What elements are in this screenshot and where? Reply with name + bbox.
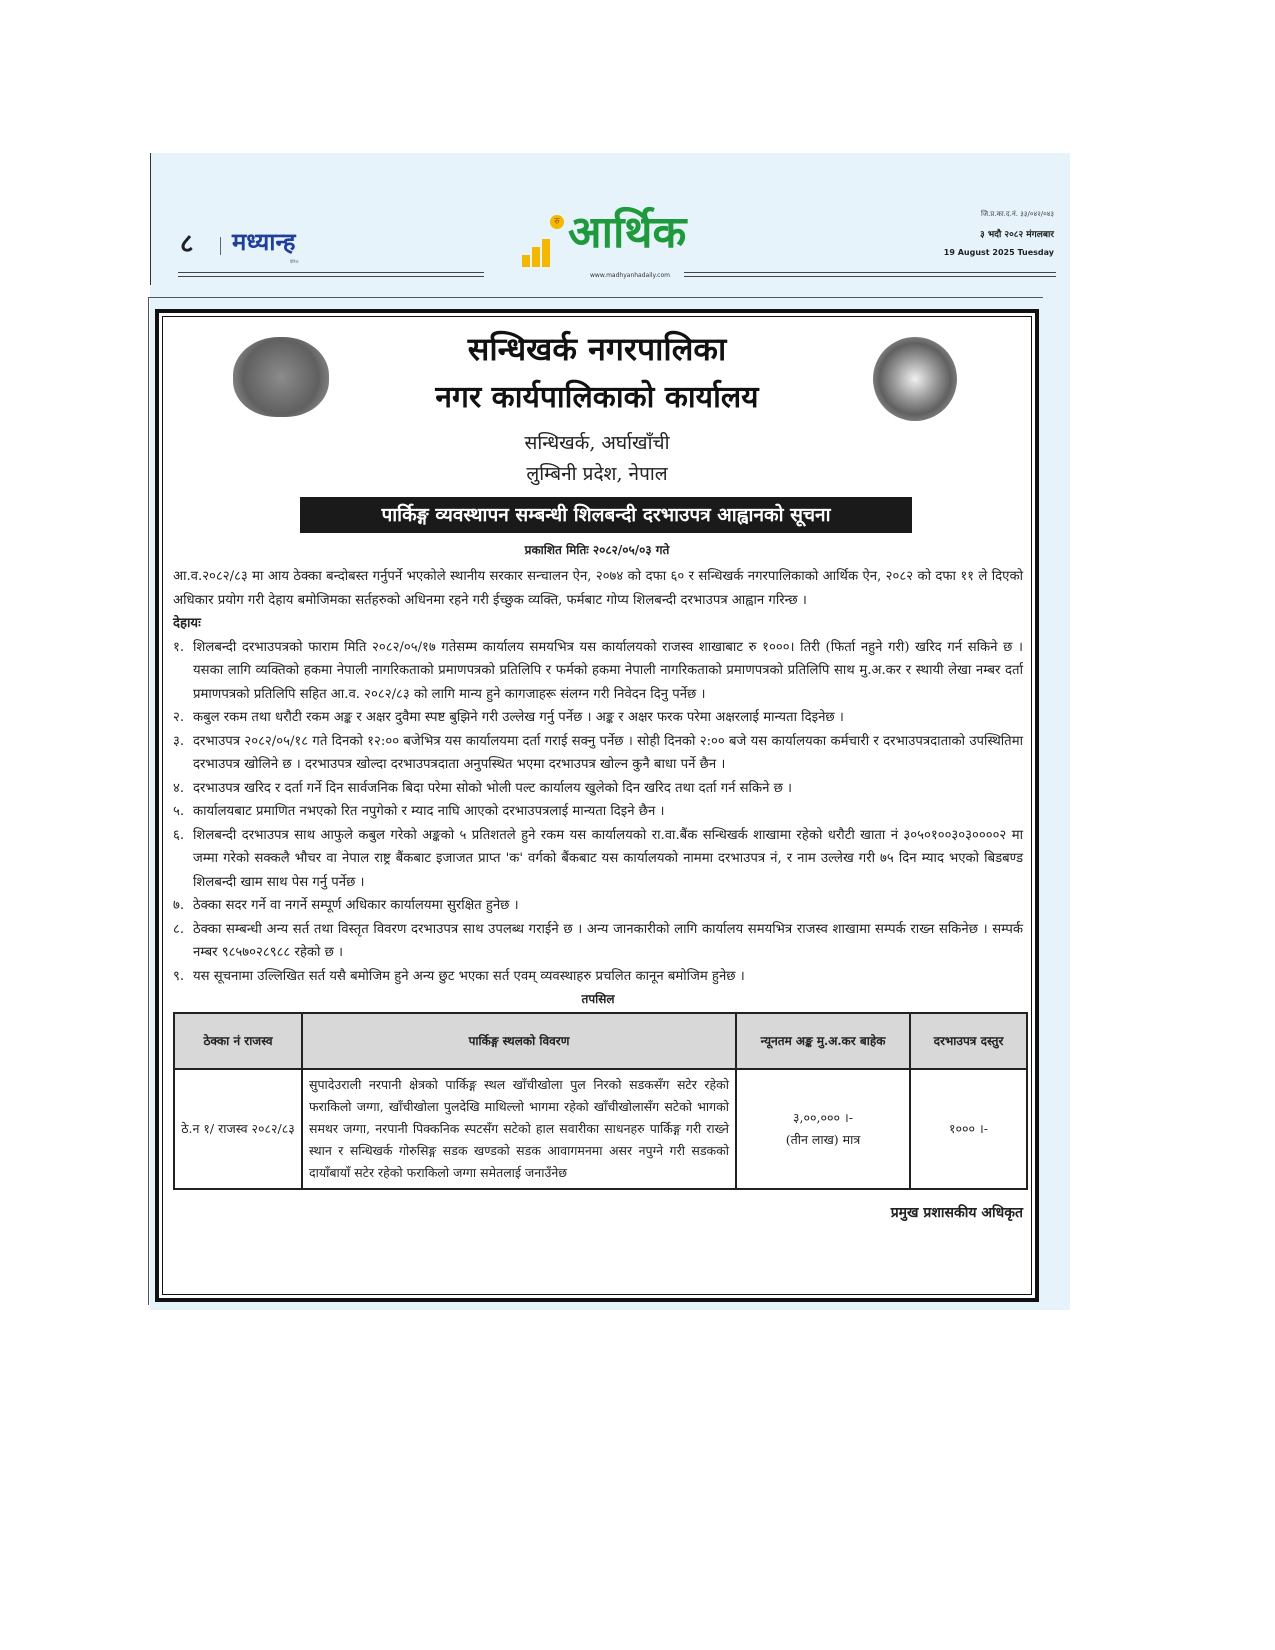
clause-item: [173, 894, 1023, 918]
newspaper-brand: मध्यान्ह: [232, 227, 296, 256]
table-row: [174, 1069, 1027, 1189]
office-name: नगर कार्यपालिकाको कार्यालय: [435, 380, 759, 415]
clause-text: दरभाउपत्र खरिद र दर्ता गर्ने दिन सार्वजनिक बिदा परेमा सोको भोली पल्ट कार्यालय खुलेको दिन खरिद तथा दर्ता गर्न सकिने छ ।: [193, 780, 793, 796]
clause-number: ४.: [173, 780, 185, 796]
clause-number: ९.: [173, 968, 185, 984]
clause-text: ठेक्का सदर गर्ने वा नगर्ने सम्पूर्ण अधिकार कार्यालयमा सुरक्षित हुनेछ ।: [193, 898, 519, 913]
office-location: सन्धिखर्क, अर्घाखाँची: [524, 432, 670, 454]
clause-item: [173, 636, 1023, 707]
cell-contract: ठे.न १/ राजस्व २०८२/८३: [174, 1069, 302, 1189]
clause-text: शिलबन्दी दरभाउपत्रको फाराम मिति २०८२/०५/१७ गतेसम्म कार्यालय समयभित्र यस कार्यालयको राजस्व शाखाबाट रु १०००। तिरी (फिर्ता नहुने गरी) खरिद गर्न सकिने छ । यसका लागि व्यक्तिको हकमा नेपाली नागरिकताको प्रमाणपत्रको प्रतिलिपि र फर्मको हकमा नेपाली नागरिकताको प्रमाणपत्रको प्रतिलिपि साथ मु.अ.कर र स्थायी लेखा नम्बर दर्ता प्रमाणपत्रको प्रतिलिपि सहित आ.व. २०८२/८३ को लागि मान्य हुने कागजाहरू संलग्न गरी निवेदन दिनु पर्नेछ ।: [193, 639, 1023, 702]
notice-body: [173, 565, 1023, 1008]
masthead: [150, 153, 1070, 288]
cell-description: सुपादेउराली नरपानी क्षेत्रको पार्किङ्ग स्थल खाँचीखोला पुल निरको सडकसँग सटेर रहेको फराकिलो जग्गा, खाँचीखोला पुलदेखि माथिल्लो भागमा रहेको खाँचीखोलासँग सटेको भागको समथर जग्गा, नरपानी पिक्कनिक स्पटसँग सटेको हाल सवारीका साधनहरु पार्किङ्ग गरी राख्ने स्थान र सन्धिखर्क गोरुसिङ्ग सडक खण्डको सडक आवागमनमा असर नपुग्ने गरी सडकको दायाँबायाँ सटेर रहेको फराकिलो जग्गा समेतलाई जनाउँनेछ: [302, 1069, 736, 1189]
notice-inner-border: [162, 316, 1032, 1295]
table-header-row: [174, 1013, 1027, 1069]
page-number: ८: [180, 229, 194, 259]
col-header-fee: दरभाउपत्र दस्तुर: [910, 1013, 1027, 1069]
clause-text: कबुल रकम तथा धरौटी रकम अङ्क र अक्षर दुवैमा स्पष्ट बुझिने गरी उल्लेख गर्नु पर्नेछ । अङ्क र अक्षर फरक परेमा अक्षरलाई मान्यता दिइनेछ ।: [193, 710, 844, 725]
newspaper-brand-sub: दैनिक: [290, 259, 299, 264]
clause-text: ठेक्का सम्बन्धी अन्य सर्त तथा विस्तृत विवरण दरभाउपत्र साथ उपलब्ध गराईने छ । अन्य जानकारीको लागि कार्यालय समयभित्र राजस्व शाखामा सम्पर्क राख्न सकिनेछ । सम्पर्क नम्बर ९८५७०२८९८८ रहेको छ ।: [193, 921, 1023, 960]
clause-item: [173, 800, 1023, 824]
clause-text: कार्यालयबाट प्रमाणित नभएको रित नपुगेको र म्याद नाघि आएको दरभाउपत्रलाई मान्यता दिइने छैन ।: [193, 804, 665, 819]
min-amount-words: (तीन लाख) मात्र: [785, 1132, 861, 1147]
clause-item: [173, 706, 1023, 730]
notice-heading: पार्किङ्ग व्यवस्थापन सम्बन्धी शिलबन्दी दरभाउपत्र आह्वानको सूचना: [300, 497, 912, 533]
masthead-separator: [220, 237, 221, 255]
office-province: लुम्बिनी प्रदेश, नेपाल: [526, 463, 668, 485]
schedule-table: [173, 1012, 1028, 1190]
clause-number: ७.: [173, 898, 185, 913]
clause-number: ८.: [173, 921, 185, 937]
clause-number: १.: [173, 639, 185, 655]
masthead-rule-right: [684, 272, 1056, 277]
clause-text: शिलबन्दी दरभाउपत्र साथ आफुले कबुल गरेको अङ्कको ५ प्रतिशतले हुने रकम यस कार्यालयको रा.वा.बैंक सन्धिखर्क शाखामा रहेको धरौटी खाता नं ३०५०१००३०३००००२ मा जम्मा गरेको सक्कलै भौचर वा नेपाल राष्ट्र बैंकबाट इजाजत प्राप्त 'क' वर्गको बैंकबाट यस कार्यालयको नाममा दरभाउपत्र नं, र नाम उल्लेख गरी ७५ दिन म्याद भएको बिडबण्ड शिलबन्दी खाम साथ पेस गर्नु पर्नेछ ।: [193, 827, 1023, 890]
registration-number: जि.प्र.का.द.नं. ३३/०४२/०४३: [981, 210, 1054, 218]
notice-header: [163, 317, 1031, 565]
cell-fee: १००० ।-: [910, 1069, 1027, 1189]
rupee-coin-icon: रु: [550, 215, 564, 229]
clause-item: [173, 777, 1023, 801]
cell-min-amount: [736, 1069, 910, 1189]
signatory: प्रमुख प्रशासकीय अधिकृत: [890, 1205, 1023, 1221]
clause-item: [173, 824, 1023, 895]
schedule-label: तपसिल: [581, 992, 615, 1006]
clause-item: [173, 965, 1023, 989]
conditions-label: देहायः: [173, 616, 201, 631]
clause-item: [173, 918, 1023, 965]
clause-number: २.: [173, 710, 185, 725]
clause-number: ३.: [173, 733, 185, 749]
clause-number: ६.: [173, 827, 185, 843]
masthead-rule-left: [178, 272, 484, 277]
clause-item: [173, 730, 1023, 777]
section-title: आर्थिक: [568, 207, 687, 258]
public-notice: [155, 309, 1039, 1302]
clause-text: दरभाउपत्र २०८२/०५/१८ गते दिनको १२:०० बजेभित्र यस कार्यालयमा दर्ता गराई सक्नु पर्नेछ । सोही दिनको २:०० बजे यस कार्यालयका कर्मचारी र दरभाउपत्रदाताको उपस्थितिमा दरभाउपत्र खोलिने छ । दरभाउपत्र खोल्दा दरभाउपत्रदाता अनुपस्थित भएमा दरभाउपत्र खोल्न कुनै बाधा पर्ने छैन ।: [193, 733, 1023, 772]
date-nepali: ३ भदौ २०८२ मंगलबार: [980, 230, 1054, 240]
intro-paragraph: आ.व.२०८२/८३ मा आय ठेक्का बन्दोबस्त गर्नुपर्ने भएकोले स्थानीय सरकार सन्चालन ऐन, २०७४ को दफा ६० र सन्धिखर्क नगरपालिकाको आर्थिक ऐन, २०८२ को दफा ११ ले दिएको अधिकार प्रयोग गरी देहाय बमोजिमका सर्तहरुको अधिनमा रहने गरी ईच्छुक व्यक्ति, फर्मबाट गोप्य शिलबन्दी दरभाउपत्र आह्वान गरिन्छ ।: [173, 569, 1023, 608]
municipality-name: सन्धिखर्क नगरपालिका: [467, 330, 727, 368]
website-link[interactable]: www.madhyanhadaily.com: [590, 272, 670, 279]
col-header-contract: ठेक्का नं राजस्व: [174, 1013, 302, 1069]
col-header-description: पार्किङ्ग स्थलको विवरण: [302, 1013, 736, 1069]
min-amount-figure: ३,००,००० ।-: [793, 1110, 853, 1125]
published-date: प्रकाशित मितिः २०८२/०५/०३ गते: [524, 543, 670, 557]
date-english: 19 August 2025 Tuesday: [943, 248, 1054, 257]
clause-text: यस सूचनामा उल्लिखित सर्त यसै बमोजिम हुने अन्य छुट भएका सर्त एवम् व्यवस्थाहरु प्रचलित कानून बमोजिम हुनेछ ।: [193, 968, 745, 984]
clause-number: ५.: [173, 804, 185, 819]
growth-bars-icon: [522, 233, 562, 267]
col-header-min-amount: न्यूनतम अङ्क मु.अ.कर बाहेक: [736, 1013, 910, 1069]
